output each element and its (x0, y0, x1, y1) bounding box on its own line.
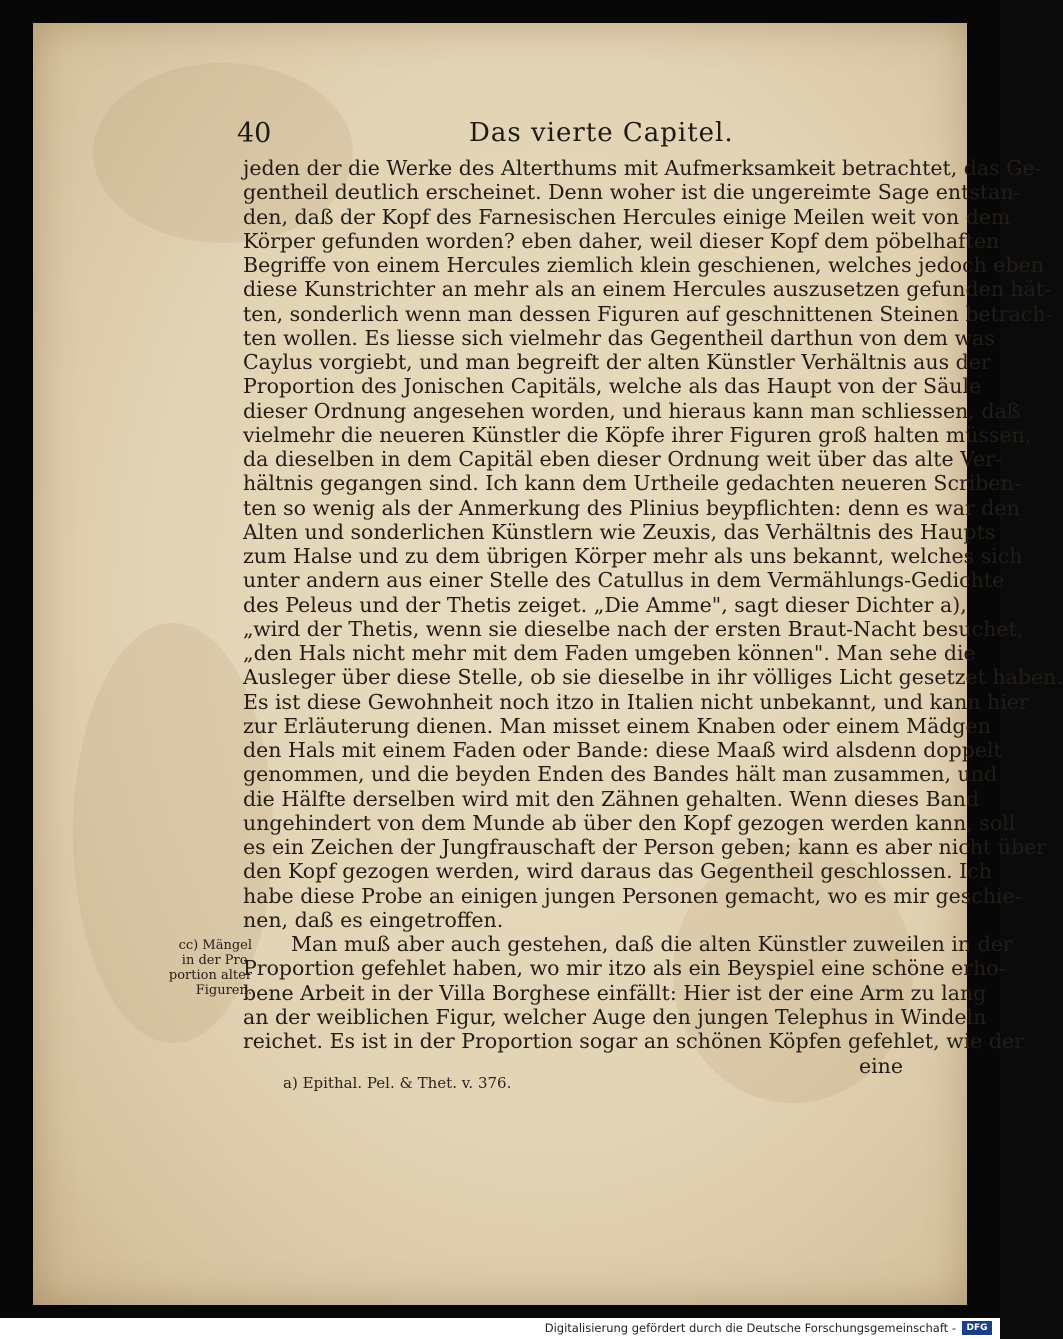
body-text (243, 156, 1063, 1053)
margin-note-line: in der Pro- (181, 953, 252, 968)
text-line: den Hals mit einem Faden oder Bande: diese Maaß wird alsdenn doppelt (243, 738, 1002, 762)
text-line: habe diese Probe an einigen jungen Personen gemacht, wo es mir geschie- (243, 883, 1022, 908)
funding-credit: Digitalisierung gefördert durch die Deutsche Forschungsgemeinschaft - (544, 1321, 956, 1335)
text-line: Man muß aber auch gestehen, daß die alten Künstler zuweilen in der (291, 932, 1013, 956)
footer-bar (0, 1318, 1000, 1339)
running-title: Das vierte Capitel. (469, 118, 734, 148)
footnote: a) Epithal. Pel. & Thet. v. 376. (283, 1074, 512, 1092)
text-line: vielmehr die neueren Künstler die Köpfe ihrer Figuren groß halten müssen, (243, 422, 1032, 447)
text-line: es ein Zeichen der Jungfrauschaft der Person geben; kann es aber nicht über (243, 835, 1047, 859)
text-line: den, daß der Kopf des Farnesischen Hercules einige Meilen weit von dem (243, 204, 1011, 229)
text-line: diese Kunstrichter an mehr als an einem Hercules auszusetzen gefunden hät- (243, 277, 1052, 302)
text-line: den Kopf gezogen werden, wird daraus das Gegentheil geschlossen. Ich (243, 859, 992, 884)
margin-note-line: cc) Mängel (178, 938, 252, 953)
text-line: des Peleus und der Thetis zeiget. „Die Amme", sagt dieser Dichter a), (243, 592, 967, 617)
text-line: „wird der Thetis, wenn sie dieselbe nach der ersten Braut-Nacht besuchet, (243, 616, 1024, 641)
text-line: hältnis gegangen sind. Ich kann dem Urtheile gedachten neueren Scriben- (243, 471, 1021, 496)
text-line: reichet. Es ist in der Proportion sogar an schönen Köpfen gefehlet, wie der (243, 1029, 1024, 1053)
margin-note-line: Figuren. (195, 983, 252, 998)
page-number: 40 (237, 118, 272, 149)
text-line: gentheil deutlich erscheinet. Denn woher ist die ungereimte Sage entstan- (243, 180, 1021, 205)
margin-note (132, 938, 252, 998)
text-line: die Hälfte derselben wird mit den Zähnen gehalten. Wenn dieses Band (243, 786, 980, 811)
text-line: nen, daß es eingetroffen. (243, 907, 504, 932)
text-line: Körper gefunden worden? eben daher, weil dieser Kopf dem pöbelhaften (243, 228, 1000, 253)
text-line: zum Halse und zu dem übrigen Körper mehr als uns bekannt, welches sich (243, 544, 1023, 568)
dfg-logo[interactable]: DFG (962, 1321, 992, 1335)
text-line: zur Erläuterung dienen. Man misset einem Knaben oder einem Mädgen (243, 713, 991, 738)
text-line: „den Hals nicht mehr mit dem Faden umgeben können". Man sehe die (243, 641, 976, 665)
text-line: ten wollen. Es liesse sich vielmehr das Gegentheil darthun von dem was (243, 325, 995, 350)
text-line: bene Arbeit in der Villa Borghese einfällt: Hier ist der eine Arm zu lang (243, 980, 987, 1005)
text-line: unter andern aus einer Stelle des Catullus in dem Vermählungs-Gedichte (243, 568, 1005, 593)
text-line: Alten und sonderlichen Künstlern wie Zeuxis, das Verhältnis des Haupts (243, 519, 996, 544)
text-line: Caylus vorgiebt, und man begreift der alten Künstler Verhältnis aus der (243, 350, 991, 374)
text-line: an der weiblichen Figur, welcher Auge den jungen Telephus in Windeln (243, 1004, 987, 1029)
margin-note-line: portion alter (168, 968, 252, 983)
text-line: Proportion des Jonischen Capitäls, welche als das Haupt von der Säule (243, 374, 982, 399)
text-line: ten, sonderlich wenn man dessen Figuren auf geschnittenen Steinen betrach- (243, 301, 1053, 326)
text-line: ungehindert von dem Munde ab über den Kopf gezogen werden kann, soll (243, 810, 1016, 835)
text-line: jeden der die Werke des Alterthums mit Aufmerksamkeit betrachtet, das Ge- (243, 156, 1042, 180)
text-line: da dieselben in dem Capitäl eben dieser Ordnung weit über das alte Ver- (243, 447, 1002, 471)
text-line: Ausleger über diese Stelle, ob sie dieselbe in ihr völliges Licht gesetzet haben. (243, 665, 1063, 690)
page-header (237, 118, 903, 152)
text-line: genommen, und die beyden Enden des Bandes hält man zusammen, und (243, 762, 998, 787)
catchword: eine (858, 1054, 903, 1078)
text-line: ten so wenig als der Anmerkung des Plinius beypflichten: denn es war den (243, 495, 1020, 520)
text-line: Proportion gefehlet haben, wo mir itzo als ein Beyspiel eine schöne erho- (243, 956, 1006, 981)
text-line: Es ist diese Gewohnheit noch itzo in Italien nicht unbekannt, und kann hier (243, 689, 1029, 714)
text-line: Begriffe von einem Hercules ziemlich klein geschienen, welches jedoch eben (243, 253, 1044, 277)
text-line: dieser Ordnung angesehen worden, und hieraus kann man schliessen, daß (243, 398, 1021, 423)
